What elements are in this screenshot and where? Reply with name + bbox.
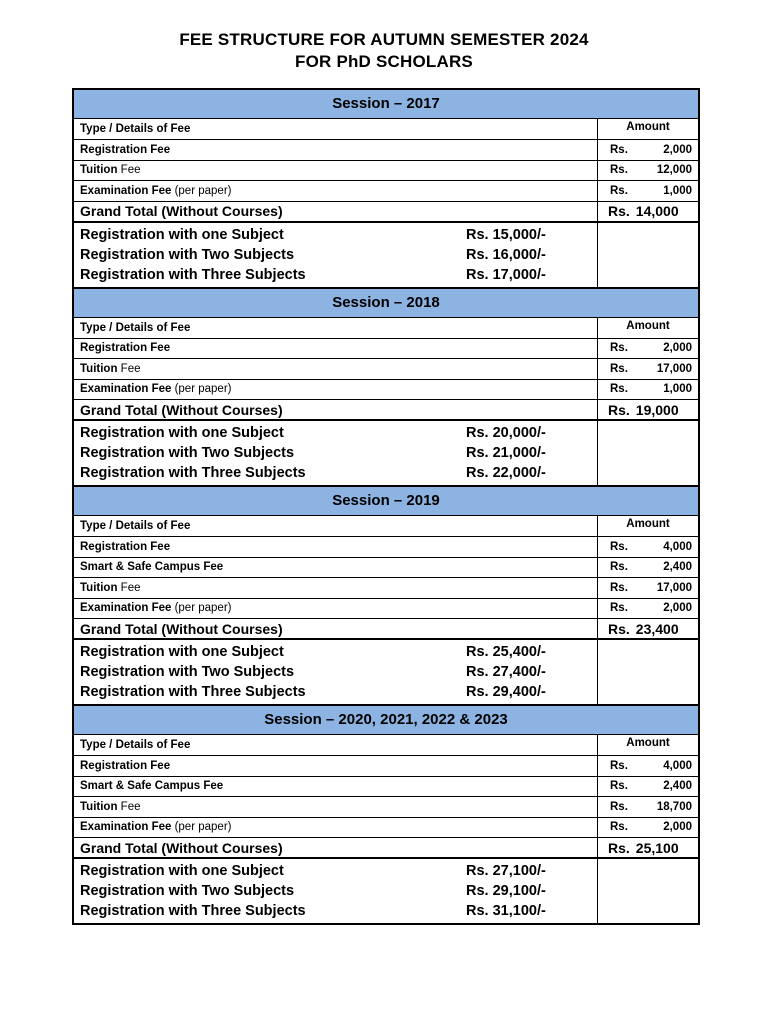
type-column-header: Type / Details of Fee <box>74 318 598 338</box>
column-header-row <box>74 318 698 339</box>
registration-block <box>74 223 698 289</box>
fee-item-name-bold: Smart & Safe Campus Fee <box>80 561 224 574</box>
document-subtitle: FOR PhD SCHOLARS <box>295 52 473 71</box>
fee-item-amount <box>598 161 698 181</box>
registration-option <box>80 245 597 265</box>
currency-label: Rs. <box>610 383 628 396</box>
amount-value: 1,000 <box>663 383 692 396</box>
session-section <box>74 706 698 923</box>
registration-list <box>74 223 598 287</box>
registration-fee: Rs. 31,100/- <box>466 903 546 919</box>
fee-item-name-bold: Tuition <box>80 362 118 375</box>
grand-total-value: 23,400 <box>635 620 679 637</box>
fee-item-row <box>74 578 698 599</box>
amount-value: 1,000 <box>663 184 692 197</box>
grand-total-row <box>74 400 698 421</box>
fee-item-name <box>74 161 598 181</box>
fee-item-row <box>74 777 698 798</box>
grand-total-label: Grand Total (Without Courses) <box>74 838 598 857</box>
fee-item-name-rest: Fee <box>117 800 141 813</box>
registration-label: Registration with one Subject <box>80 644 284 660</box>
currency-label: Rs. <box>610 164 628 177</box>
registration-block <box>74 640 698 706</box>
fee-item-name-rest: Fee <box>117 581 141 594</box>
registration-option <box>80 901 597 921</box>
fee-item-name-bold: Examination Fee <box>80 821 172 834</box>
currency-label: Rs. <box>608 620 630 637</box>
currency-label: Rs. <box>608 203 630 219</box>
registration-label: Registration with Two Subjects <box>80 664 295 680</box>
registration-fee: Rs. 29,400/- <box>466 684 546 700</box>
fee-item-row <box>74 339 698 360</box>
registration-label: Registration with Three Subjects <box>80 266 306 283</box>
registration-option <box>80 881 597 901</box>
fee-item-name <box>74 599 598 619</box>
amount-value: 17,000 <box>656 362 692 375</box>
fee-item-name-bold: Registration Fee <box>80 342 171 355</box>
registration-amount-cell <box>598 421 698 485</box>
fee-item-name-bold: Examination Fee <box>80 383 172 396</box>
fee-item-name <box>74 140 598 160</box>
registration-amount-cell <box>598 640 698 704</box>
fee-item-name <box>74 339 598 359</box>
fee-item-amount <box>598 818 698 838</box>
currency-label: Rs. <box>610 780 628 793</box>
grand-total-value: 19,000 <box>635 401 679 418</box>
amount-value: 18,700 <box>656 800 692 813</box>
fee-item-amount <box>598 558 698 578</box>
column-header-row <box>74 119 698 140</box>
registration-label: Registration with Two Subjects <box>80 246 295 263</box>
registration-option <box>80 423 597 443</box>
fee-item-name <box>74 578 598 598</box>
session-section <box>74 90 698 289</box>
grand-total-label: Grand Total (Without Courses) <box>74 619 598 638</box>
currency-label: Rs. <box>610 184 628 197</box>
grand-total-amount <box>598 619 698 638</box>
currency-label: Rs. <box>608 839 630 856</box>
fee-item-amount <box>598 777 698 797</box>
grand-total-value: 14,000 <box>635 203 679 219</box>
registration-option <box>80 861 597 881</box>
fee-item-name-bold: Tuition <box>80 164 118 177</box>
registration-amount-cell <box>598 859 698 923</box>
registration-fee: Rs. 29,100/- <box>466 883 546 899</box>
fee-item-amount <box>598 339 698 359</box>
fee-item-name-bold: Smart & Safe Campus Fee <box>80 780 224 793</box>
fee-item-name-rest: (per paper) <box>171 821 232 834</box>
fee-item-name-rest: Fee <box>117 164 141 177</box>
amount-column-header: Amount <box>626 319 670 332</box>
amount-column-header: Amount <box>626 121 670 133</box>
amount-value: 2,000 <box>663 143 692 156</box>
fee-item-amount <box>598 578 698 598</box>
fee-item-name <box>74 756 598 776</box>
registration-fee: Rs. 27,400/- <box>466 664 546 680</box>
amount-value: 2,000 <box>663 342 692 355</box>
registration-fee: Rs. 27,100/- <box>466 863 546 879</box>
fee-structure-table <box>72 88 700 925</box>
type-column-header: Type / Details of Fee <box>74 119 598 139</box>
fee-item-name-bold: Registration Fee <box>80 143 171 156</box>
fee-item-name-bold: Examination Fee <box>80 602 172 615</box>
registration-fee: Rs. 22,000/- <box>466 465 546 481</box>
registration-fee: Rs. 20,000/- <box>466 425 546 441</box>
fee-item-name-rest: Fee <box>117 362 141 375</box>
fee-item-name-bold: Tuition <box>80 800 118 813</box>
fee-item-name <box>74 558 598 578</box>
fee-item-amount <box>598 380 698 400</box>
currency-label: Rs. <box>610 602 628 615</box>
currency-label: Rs. <box>610 143 628 156</box>
type-column-header: Type / Details of Fee <box>74 735 598 755</box>
fee-item-row <box>74 161 698 182</box>
fee-item-row <box>74 140 698 161</box>
session-section <box>74 487 698 706</box>
amount-column-header: Amount <box>626 518 670 530</box>
fee-item-row <box>74 380 698 401</box>
amount-value: 12,000 <box>656 164 692 177</box>
fee-item-row <box>74 797 698 818</box>
fee-item-row <box>74 818 698 839</box>
fee-item-amount <box>598 797 698 817</box>
registration-list <box>74 859 598 923</box>
currency-label: Rs. <box>610 561 628 574</box>
currency-label: Rs. <box>610 342 628 355</box>
registration-option <box>80 662 597 682</box>
fee-item-row <box>74 558 698 579</box>
registration-label: Registration with Three Subjects <box>80 465 306 481</box>
registration-fee: Rs. 21,000/- <box>466 445 546 461</box>
registration-amount-cell <box>598 223 698 287</box>
fee-item-row <box>74 756 698 777</box>
grand-total-label: Grand Total (Without Courses) <box>74 202 598 221</box>
registration-label: Registration with Two Subjects <box>80 883 295 899</box>
fee-item-amount <box>598 756 698 776</box>
fee-item-name-rest: (per paper) <box>171 184 232 197</box>
fee-item-name <box>74 818 598 838</box>
grand-total-value: 25,100 <box>635 839 679 856</box>
amount-column-header: Amount <box>626 737 670 749</box>
fee-item-row <box>74 537 698 558</box>
grand-total-amount <box>598 838 698 857</box>
amount-value: 2,000 <box>663 821 692 834</box>
fee-item-name-bold: Registration Fee <box>80 540 171 553</box>
grand-total-row <box>74 619 698 640</box>
registration-block <box>74 859 698 923</box>
grand-total-row <box>74 838 698 859</box>
fee-item-name <box>74 359 598 379</box>
registration-fee: Rs. 15,000/- <box>466 226 546 243</box>
grand-total-amount <box>598 400 698 419</box>
fee-item-name <box>74 181 598 201</box>
registration-list <box>74 421 598 485</box>
fee-item-name <box>74 777 598 797</box>
grand-total-label: Grand Total (Without Courses) <box>74 400 598 419</box>
registration-label: Registration with one Subject <box>80 863 284 879</box>
registration-option <box>80 225 597 245</box>
fee-item-name-bold: Registration Fee <box>80 759 171 772</box>
session-header: Session – 2020, 2021, 2022 & 2023 <box>74 706 698 735</box>
amount-value: 2,000 <box>663 602 692 615</box>
document-title: FEE STRUCTURE FOR AUTUMN SEMESTER 2024 <box>179 30 589 49</box>
amount-value: 4,000 <box>663 759 692 772</box>
session-section <box>74 289 698 488</box>
fee-item-row <box>74 359 698 380</box>
fee-item-name <box>74 537 598 557</box>
currency-label: Rs. <box>608 401 630 418</box>
type-column-header: Type / Details of Fee <box>74 516 598 536</box>
fee-item-name-rest: (per paper) <box>171 602 232 615</box>
registration-option <box>80 443 597 463</box>
fee-item-amount <box>598 181 698 201</box>
grand-total-row <box>74 202 698 223</box>
fee-item-row <box>74 599 698 620</box>
session-header: Session – 2018 <box>74 289 698 318</box>
amount-value: 2,400 <box>663 780 692 793</box>
registration-list <box>74 640 598 704</box>
registration-fee: Rs. 16,000/- <box>466 246 546 263</box>
registration-fee: Rs. 17,000/- <box>466 266 546 283</box>
registration-option <box>80 265 597 285</box>
registration-label: Registration with Three Subjects <box>80 684 306 700</box>
session-header: Session – 2017 <box>74 90 698 119</box>
fee-item-name-rest: (per paper) <box>171 383 232 396</box>
fee-item-amount <box>598 140 698 160</box>
fee-item-name <box>74 797 598 817</box>
registration-block <box>74 421 698 487</box>
grand-total-amount <box>598 202 698 221</box>
amount-value: 17,000 <box>656 581 692 594</box>
registration-option <box>80 463 597 483</box>
fee-item-amount <box>598 537 698 557</box>
session-header: Session – 2019 <box>74 487 698 516</box>
column-header-row <box>74 516 698 537</box>
registration-label: Registration with one Subject <box>80 226 284 243</box>
currency-label: Rs. <box>610 540 628 553</box>
fee-item-name-bold: Tuition <box>80 581 118 594</box>
fee-item-row <box>74 181 698 202</box>
currency-label: Rs. <box>610 581 628 594</box>
fee-item-name-bold: Examination Fee <box>80 184 172 197</box>
registration-fee: Rs. 25,400/- <box>466 644 546 660</box>
registration-label: Registration with one Subject <box>80 425 284 441</box>
registration-option <box>80 682 597 702</box>
registration-label: Registration with Two Subjects <box>80 445 295 461</box>
column-header-row <box>74 735 698 756</box>
fee-item-name <box>74 380 598 400</box>
amount-value: 2,400 <box>663 561 692 574</box>
fee-item-amount <box>598 359 698 379</box>
amount-value: 4,000 <box>663 540 692 553</box>
fee-item-amount <box>598 599 698 619</box>
currency-label: Rs. <box>610 362 628 375</box>
registration-label: Registration with Three Subjects <box>80 903 306 919</box>
registration-option <box>80 642 597 662</box>
currency-label: Rs. <box>610 759 628 772</box>
currency-label: Rs. <box>610 800 628 813</box>
currency-label: Rs. <box>610 821 628 834</box>
